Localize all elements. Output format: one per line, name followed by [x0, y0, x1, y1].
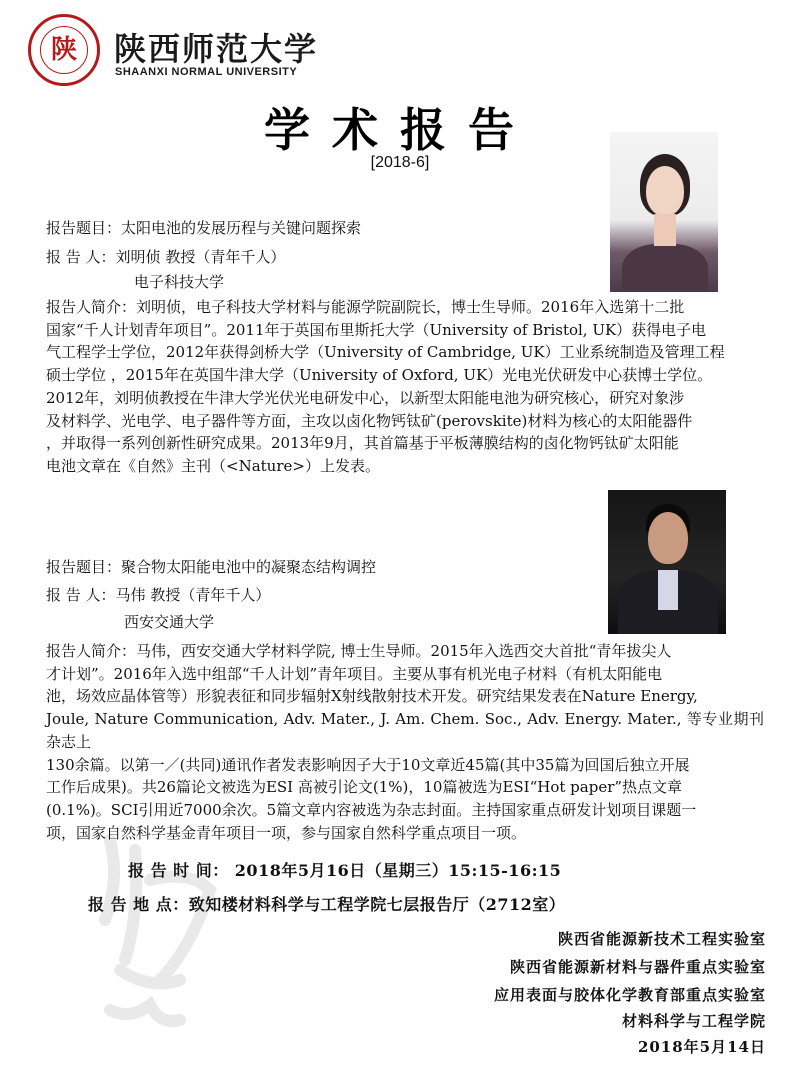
- talk1-speaker-label: 报 告 人：: [46, 248, 116, 266]
- schedule-time-label: 报 告 时 间：: [128, 861, 229, 880]
- talk2-bio-line: (0.1%)。SCI引用近7000余次。5篇文章内容被选为杂志封面。主持国家重点研发计划项目课题一: [46, 800, 697, 819]
- talk2-speaker-label: 报 告 人：: [46, 586, 116, 604]
- talk1-bio-line: ，并取得一系列创新性研究成果。2013年9月，其首篇基于平板薄膜结构的卤化物钙钛矿太阳能: [46, 434, 679, 453]
- talk1-speaker: 刘明侦 教授（青年千人）: [115, 248, 286, 266]
- talk1-bio-line: 电池文章在《自然》主刊（<Nature>）上发表。: [46, 456, 380, 475]
- watermark-brush-icon: [80, 820, 260, 1060]
- talk1-bio-line: 2012年，刘明侦教授在牛津大学光伏光电研发中心，以新型太阳能电池为研究核心，研究对象涉: [46, 388, 685, 407]
- page-title: 学术报告: [264, 103, 536, 157]
- talk2-topic-label: 报告题目：: [46, 558, 122, 576]
- talk2-bio-line: [46, 640, 764, 663]
- schedule-time-row: [128, 858, 561, 881]
- schedule-place-label: 报 告 地 点：: [88, 895, 189, 914]
- university-seal-icon: [28, 14, 100, 86]
- talk1-topic-label: 报告题目：: [46, 219, 122, 237]
- talk1-topic-row: [46, 218, 361, 238]
- seal-character: 陕: [50, 35, 77, 65]
- schedule-place-row: [88, 892, 565, 915]
- talk2-speaker-row: [46, 585, 270, 605]
- talk1-speaker-row: [46, 247, 285, 267]
- talk2-bio-line: 才计划”。2016年入选中组部“千人计划”青年项目。主要从事有机光电子材料（有机太阳能电: [46, 664, 663, 683]
- talk1-bio-label: 报告人简介：: [46, 298, 137, 316]
- talk2-bio: [46, 640, 764, 844]
- speaker-photo-1: [610, 132, 718, 292]
- talk1-bio-line: 气工程学士学位，2012年获得剑桥大学（University of Cambridge, UK）工业系统制造及管理工程: [46, 343, 725, 362]
- talk2-topic-row: [46, 557, 376, 577]
- talk2-bio-line: Joule, Nature Communication, Adv. Mater., J. Am. Chem. Soc., Adv. Energy. Mater., 等专业期刊杂志上: [46, 710, 764, 751]
- seal-inner-ring: [40, 26, 88, 74]
- talk2-bio-text: 马伟，西安交通大学材料学院, 博士生导师。2015年入选西交大首批“青年拔尖人: [136, 642, 672, 660]
- organizer-2: 陕西省能源新材料与器件重点实验室: [509, 958, 766, 976]
- university-name-en: SHAANXI NORMAL UNIVERSITY: [115, 66, 298, 78]
- talk2-affiliation: 西安交通大学: [124, 613, 215, 631]
- talk1-bio-text: 刘明侦，电子科技大学材料与能源学院副院长，博士生导师。2016年入选第十二批: [136, 298, 685, 316]
- talk1-affiliation: 电子科技大学: [134, 273, 225, 291]
- organizer-3: 应用表面与胶体化学教育部重点实验室: [493, 986, 766, 1004]
- talk1-bio-line: 国家“千人计划青年项目”。2011年于英国布里斯托大学（University of Bristol, UK）获得电子电: [46, 320, 707, 339]
- talk2-bio-line: 130余篇。以第一／(共同)通讯作者发表影响因子大于10文章近45篇(其中35篇为回国后独立开展: [46, 755, 690, 774]
- organizer-4: 材料科学与工程学院: [621, 1012, 766, 1030]
- talk2-topic: 聚合物太阳能电池中的凝聚态结构调控: [121, 558, 377, 576]
- talk2-bio-line: 工作后成果)。共26篇论文被选为ESI 高被引论文(1%)，10篇被选为ESI“Hot paper”热点文章: [46, 778, 683, 797]
- talk2-speaker: 马伟 教授（青年千人）: [115, 586, 271, 604]
- talk2-bio-line: 项，国家自然科学基金青年项目一项，参与国家自然科学重点项目一项。: [46, 823, 527, 842]
- organizer-1: 陕西省能源新技术工程实验室: [557, 930, 766, 948]
- talk1-bio-line: [46, 296, 764, 319]
- calligraphy-watermark: [80, 820, 260, 1060]
- talk1-bio-line: 硕士学位 ，2015年在英国牛津大学（University of Oxford, UK）光电光伏研发中心获博士学位。: [46, 366, 713, 385]
- talk1-topic: 太阳电池的发展历程与关键问题探索: [121, 219, 362, 237]
- issue-number: [2018-6]: [370, 154, 430, 171]
- schedule-place: 致知楼材料科学与工程学院七层报告厅（2712室）: [188, 895, 566, 914]
- talk1-bio: [46, 296, 764, 478]
- talk2-bio-label: 报告人简介：: [46, 642, 137, 660]
- schedule-time: 2018年5月16日（星期三）15:15-16:15: [234, 861, 562, 880]
- talk2-bio-line: 池，场效应晶体管等）形貌表征和同步辐射X射线散射技术开发。研究结果发表在Nature Energy,: [46, 687, 698, 706]
- issue-date: 2018年5月14日: [637, 1038, 766, 1056]
- university-name-cn: 陕西师范大学: [114, 30, 319, 68]
- speaker-photo-2: [608, 490, 726, 634]
- talk1-bio-line: 及材料学、光电学、电子器件等方面，主攻以卤化物钙钛矿(perovskite)材料为核心的太阳能器件: [46, 411, 693, 430]
